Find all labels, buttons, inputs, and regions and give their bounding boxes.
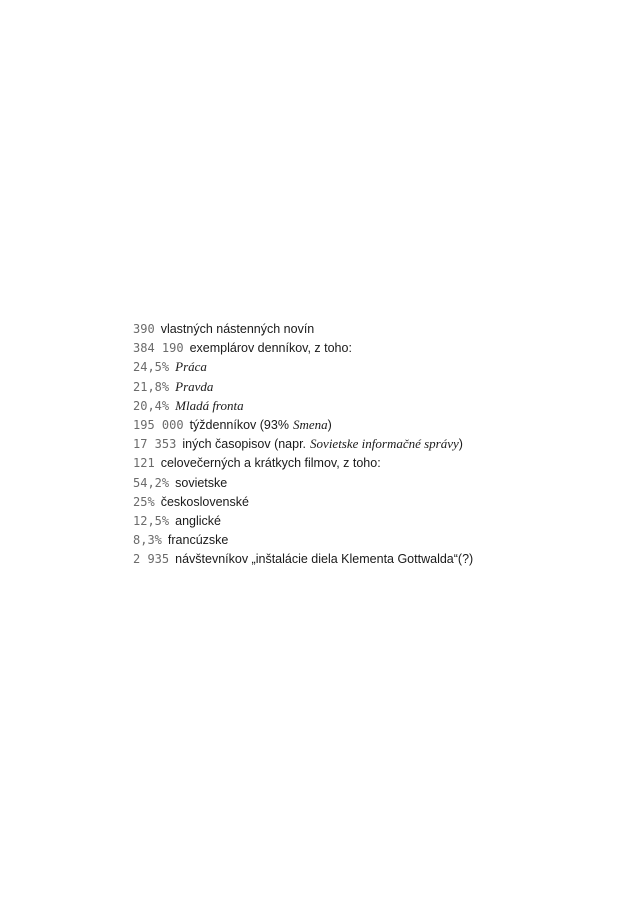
title-italic: Smena [292, 416, 328, 432]
list-item [133, 396, 613, 415]
figure: 12,5% [133, 513, 170, 528]
description: týždenníkov (93% [189, 417, 289, 432]
figure: 24,5% [133, 360, 170, 375]
figure: 21,8% [133, 379, 170, 394]
description-suffix: ) [327, 417, 332, 432]
list-item [133, 473, 613, 492]
description: exemplárov denníkov, z toho: [189, 341, 352, 356]
figure: 17 353 [133, 437, 177, 452]
list-item [133, 415, 613, 434]
description: československé [160, 494, 249, 509]
figure: 390 [133, 322, 155, 336]
description-suffix: ) [458, 437, 463, 452]
list-item [133, 357, 613, 376]
description: iných časopisov (napr. [182, 437, 307, 452]
list-item [133, 338, 613, 357]
figure: 384 190 [133, 341, 184, 356]
list-item [133, 511, 613, 530]
title-italic: Pravda [175, 378, 214, 394]
statistics-list [133, 319, 613, 568]
figure: 54,2% [133, 475, 170, 490]
figure: 20,4% [133, 398, 170, 413]
list-item [133, 530, 613, 549]
figure: 25% [133, 494, 155, 509]
title-italic: Mladá fronta [175, 397, 244, 413]
title-italic: Práca [175, 359, 207, 375]
description: anglické [175, 513, 221, 528]
figure: 2 935 [133, 552, 170, 567]
figure: 8,3% [133, 533, 162, 548]
figure: 121 [133, 456, 155, 471]
list-item [133, 453, 613, 472]
list-item [133, 434, 613, 453]
description: sovietske [175, 475, 228, 490]
description: návštevníkov „inštalácie diela Klementa Gottwalda“(?) [175, 552, 474, 567]
list-item [133, 319, 613, 338]
title-italic: Sovietske informačné správy [310, 436, 459, 452]
list-item [133, 377, 613, 396]
figure: 195 000 [133, 417, 184, 432]
description: celovečerných a krátkych filmov, z toho: [160, 456, 381, 471]
list-item [133, 492, 613, 511]
description: vlastných nástenných novín [160, 322, 315, 336]
description: francúzske [167, 533, 229, 548]
list-item [133, 549, 613, 568]
